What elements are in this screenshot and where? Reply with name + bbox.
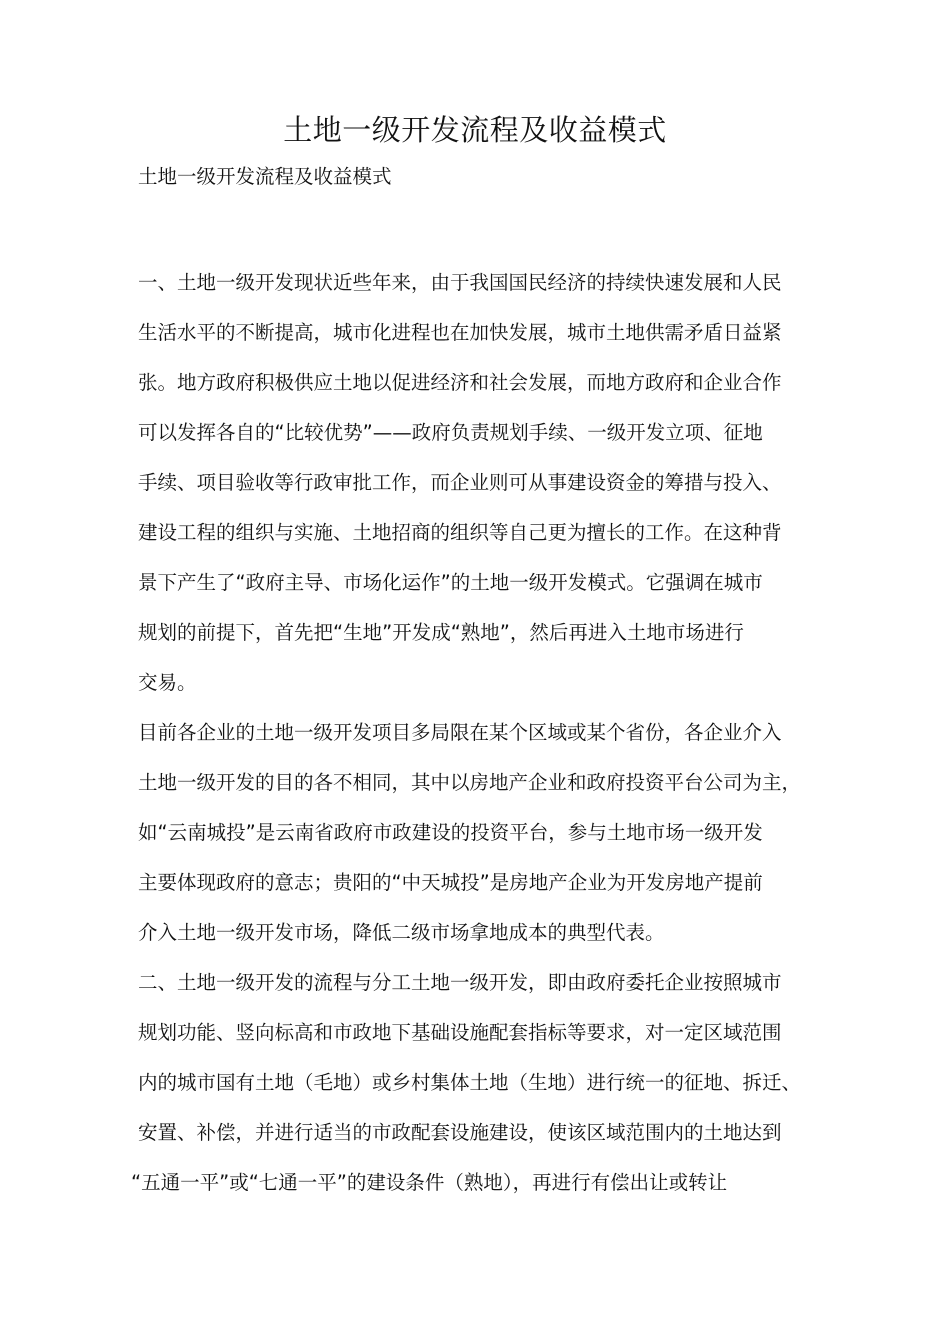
text-line: 一、土地一级开发现状近些年来，由于我国国民经济的持续快速发展和人民 xyxy=(138,271,782,294)
paragraph-status xyxy=(138,258,818,708)
document-body xyxy=(131,258,818,1208)
text-line: 内的城市国有土地（毛地）或乡村集体土地（生地）进行统一的征地、拆迁、 xyxy=(138,1071,802,1094)
paragraph-enterprises xyxy=(138,708,818,958)
document-subtitle: 土地一级开发流程及收益模式 xyxy=(138,165,392,188)
text-line: 可以发挥各自的“比较优势”——政府负责规划手续、一级开发立项、征地 xyxy=(138,421,763,444)
text-line: 土地一级开发的目的各不相同，其中以房地产企业和政府投资平台公司为主， xyxy=(138,771,802,794)
text-line: 手续、项目验收等行政审批工作，而企业则可从事建设资金的筹措与投入、 xyxy=(138,471,782,494)
text-line: 二、土地一级开发的流程与分工土地一级开发，即由政府委托企业按照城市 xyxy=(138,971,782,994)
text-line: 目前各企业的土地一级开发项目多局限在某个区域或某个省份，各企业介入 xyxy=(138,721,782,744)
text-line: 安置、补偿，并进行适当的市政配套设施建设，使该区域范围内的土地达到 xyxy=(138,1121,782,1144)
document-title: 土地一级开发流程及收益模式 xyxy=(283,113,667,147)
text-line: 生活水平的不断提高，城市化进程也在加快发展，城市土地供需矛盾日益紧 xyxy=(138,321,782,344)
text-line: 介入土地一级开发市场，降低二级市场拿地成本的典型代表。 xyxy=(138,921,665,944)
text-line: 规划的前提下，首先把“生地”开发成“熟地”，然后再进入土地市场进行 xyxy=(138,621,744,644)
text-line: 张。地方政府积极供应土地以促进经济和社会发展，而地方政府和企业合作 xyxy=(138,371,782,394)
text-line: 景下产生了“政府主导、市场化运作”的土地一级开发模式。它强调在城市 xyxy=(138,571,763,594)
text-line: “五通一平”或“七通一平”的建设条件（熟地），再进行有偿出让或转让 xyxy=(131,1171,728,1194)
paragraph-process xyxy=(131,958,818,1208)
text-line: 交易。 xyxy=(138,671,197,694)
text-line: 规划功能、竖向标高和市政地下基础设施配套指标等要求，对一定区域范围 xyxy=(138,1021,782,1044)
text-line: 建设工程的组织与实施、土地招商的组织等自己更为擅长的工作。在这种背 xyxy=(138,521,782,544)
text-line: 如“云南城投”是云南省政府市政建设的投资平台，参与土地市场一级开发 xyxy=(138,821,763,844)
text-line: 主要体现政府的意志；贵阳的“中天城投”是房地产企业为开发房地产提前 xyxy=(138,871,763,894)
